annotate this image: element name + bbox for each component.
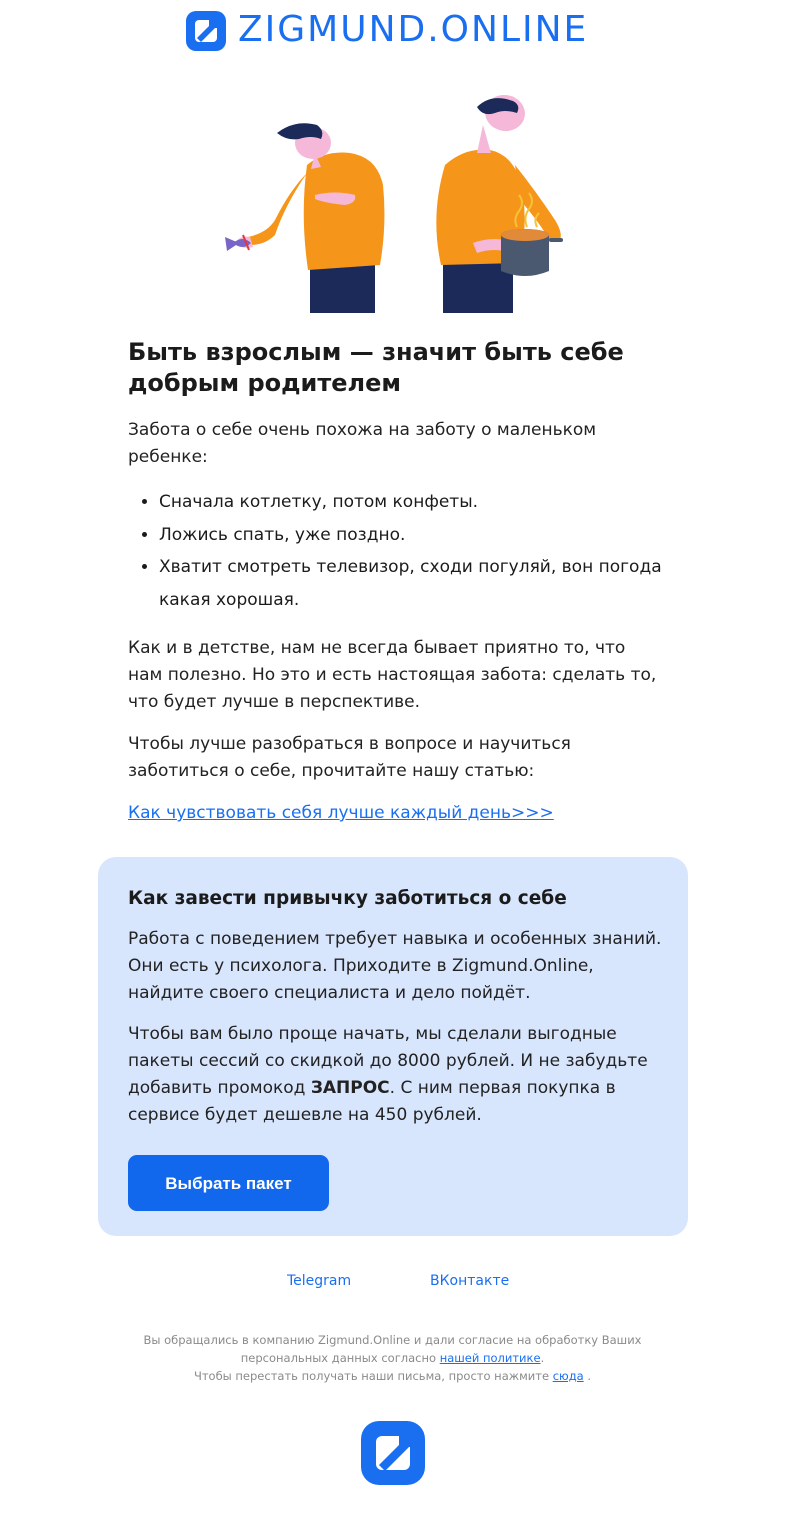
legal-notice	[130, 1331, 655, 1385]
promo-card-paragraph	[128, 1021, 668, 1129]
legal-text: .	[540, 1351, 545, 1365]
list-item: • Ложись спать, уже поздно.	[159, 519, 689, 552]
privacy-policy-link[interactable]: нашей политике	[439, 1351, 541, 1365]
brand-name: ZIGMUND.ONLINE	[238, 9, 589, 50]
zigmund-footer-logo-icon[interactable]	[361, 1421, 425, 1485]
legal-text: .	[583, 1369, 592, 1383]
choose-package-button[interactable]: Выбрать пакет	[128, 1155, 329, 1211]
promo-card	[98, 857, 688, 1236]
care-examples-list	[128, 486, 689, 616]
legal-text: Чтобы перестать получать наши письма, просто нажмите	[193, 1369, 553, 1383]
legal-text: Вы обращались в компанию Zigmund.Online и дали согласие на обработку Ваших персональных данных согласно	[143, 1333, 642, 1365]
email-header	[0, 0, 785, 64]
telegram-link[interactable]: Telegram	[287, 1273, 352, 1289]
unsubscribe-link[interactable]: сюда	[552, 1369, 584, 1383]
hero-illustration	[215, 95, 575, 313]
promo-text-after: . С ним первая покупка в сервисе будет дешевле на 450 рублей.	[128, 1078, 616, 1125]
list-item: • Хватит смотреть телевизор, сходи погуляй, вон погода какая хорошая.	[159, 551, 689, 616]
man-with-candy-illustration	[225, 123, 384, 313]
article-link[interactable]: Как чувствовать себя лучше каждый день>>>	[128, 803, 554, 823]
zigmund-logo-icon[interactable]	[186, 11, 226, 51]
list-item: • Сначала котлетку, потом конфеты.	[159, 486, 689, 519]
article-title: Быть взрослым — значит быть себе добрым родителем	[128, 338, 624, 397]
promo-code: ЗАПРОС	[310, 1078, 390, 1098]
article-paragraph: Чтобы лучше разобраться в вопросе и научиться заботиться о себе, прочитайте нашу статью:	[128, 734, 571, 781]
promo-card-title: Как завести привычку заботиться о себе	[128, 888, 567, 909]
promo-text-before: Чтобы вам было проще начать, мы сделали выгодные пакеты сессий со скидкой до 8000 рублей. И не забудьте добавить промокод	[128, 1024, 648, 1098]
promo-card-paragraph: Работа с поведением требует навыка и особенных знаний. Они есть у психолога. Приходите в Zigmund.Online, найдите своего специалиста и дело пойдёт.	[128, 929, 662, 1003]
article-paragraph: Как и в детстве, нам не всегда бывает приятно то, что нам полезно. Но это и есть настоящая забота: сделать то, что будет лучше в перспективе.	[128, 638, 657, 712]
man-with-pot-illustration	[436, 95, 563, 313]
article-intro: Забота о себе очень похожа на заботу о маленьком ребенке:	[128, 420, 597, 467]
vk-link[interactable]: ВКонтакте	[430, 1273, 510, 1289]
